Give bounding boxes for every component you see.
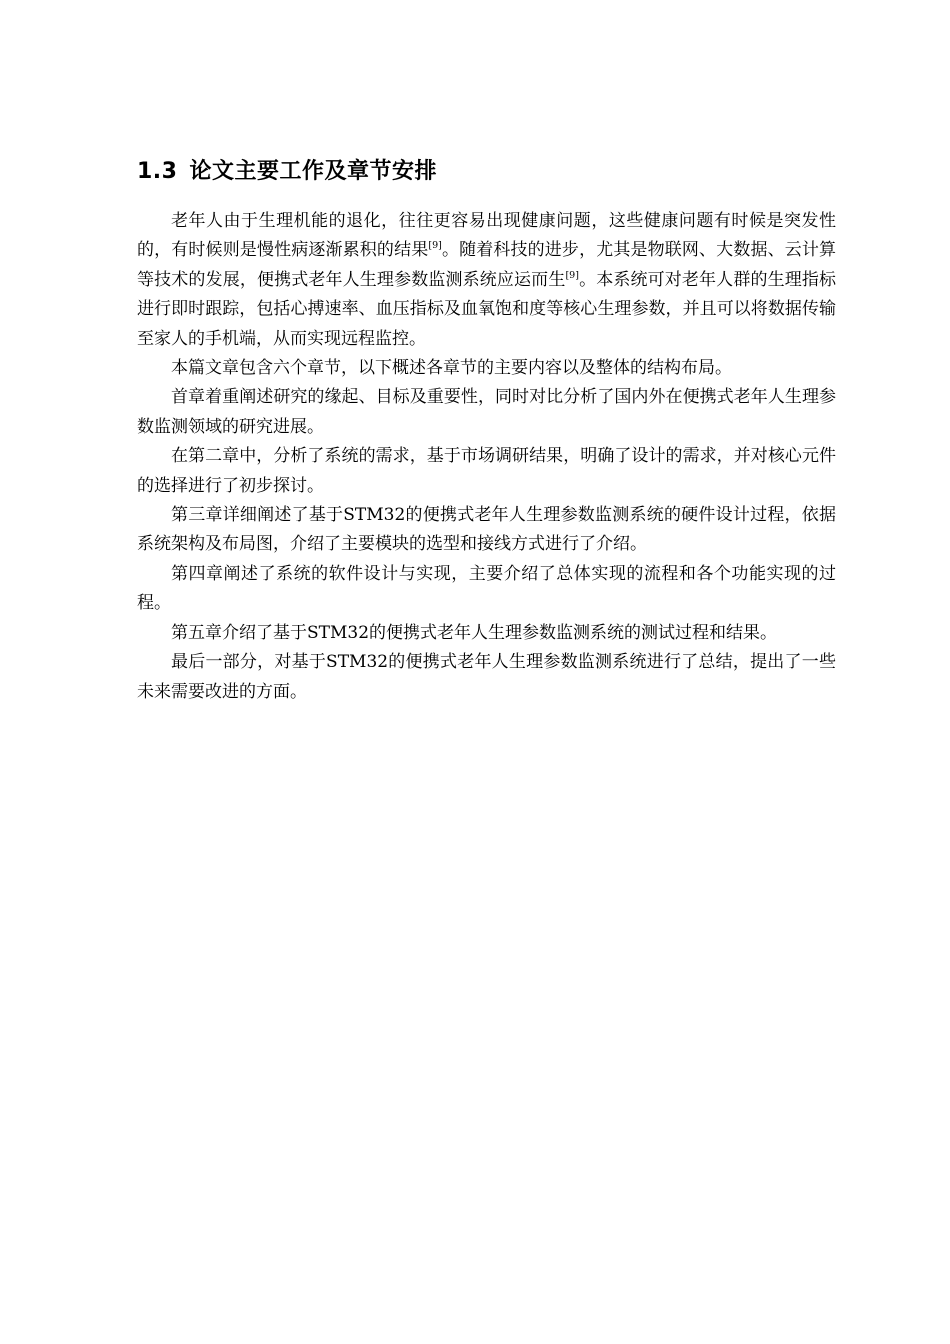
- paragraph-text: 本篇文章包含六个章节，以下概述各章节的主要内容以及整体的结构布局。: [171, 358, 732, 379]
- citation-marker: [9]: [565, 269, 579, 281]
- body-paragraph: [137, 207, 836, 354]
- body-paragraph: [137, 383, 836, 442]
- section-heading: [137, 157, 437, 187]
- paragraph-text: 第四章阐述了系统的软件设计与实现，主要介绍了总体实现的流程和各个功能实现的过程。: [137, 563, 836, 614]
- body-paragraph: [137, 619, 836, 648]
- paragraph-text: 。本系统可对老年人群的生理指标进行即时跟踪，包括心搏速率、血压指标及血氧饱和度等核心生理参数，并且可以将数据传输至家人的手机端，从而实现远程监控。: [137, 269, 837, 349]
- body-paragraph: [137, 648, 836, 707]
- paragraph-text: 第五章介绍了基于STM32的便携式老年人生理参数监测系统的测试过程和结果。: [171, 622, 778, 643]
- paragraph-text: 第三章详细阐述了基于STM32的便携式老年人生理参数监测系统的硬件设计过程，依据系统架构及布局图，介绍了主要模块的选型和接线方式进行了介绍。: [137, 505, 836, 555]
- section-title: 论文主要工作及章节安排: [189, 159, 437, 185]
- body-paragraph: [137, 560, 836, 619]
- paragraph-text: 最后一部分，对基于STM32的便携式老年人生理参数监测系统进行了总结，提出了一些未来需要改进的方面。: [137, 652, 836, 702]
- body-paragraph: [137, 442, 836, 501]
- paragraph-text: 在第二章中，分析了系统的需求，基于市场调研结果，明确了设计的需求，并对核心元件的选择进行了初步探讨。: [137, 446, 836, 496]
- paragraph-text: 首章着重阐述研究的缘起、目标及重要性，同时对比分析了国内外在便携式老年人生理参数监测领域的研究进展。: [137, 387, 836, 437]
- section-number: 1.3: [137, 159, 178, 185]
- paragraph-text: 老年人由于生理机能的退化，往往更容易出现健康问题，这些健康问题有时候是突发性的，有时候则是慢性病逐渐累积的结果: [137, 211, 836, 261]
- section-body: [137, 207, 836, 707]
- paragraph-text: 。随着科技的进步，尤其是物联网、大数据、云计算等技术的发展，便携式老年人生理参数监测系统应运而生: [137, 240, 837, 290]
- body-paragraph: [137, 354, 836, 383]
- body-paragraph: [137, 501, 836, 560]
- citation-marker: [9]: [428, 240, 442, 252]
